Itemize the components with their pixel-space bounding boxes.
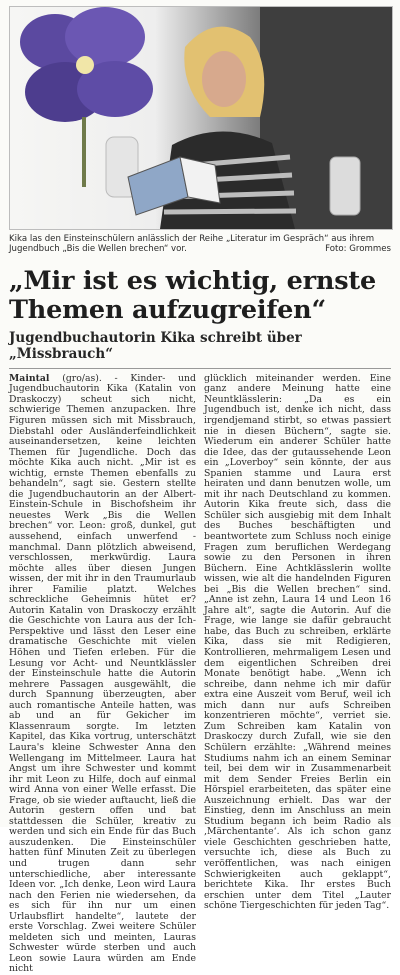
article-column-left — [9, 374, 196, 975]
article-column-right — [204, 374, 391, 975]
article-photo — [9, 6, 393, 230]
paragraph-left — [9, 374, 196, 975]
subheadline: Jugendbuchautorin Kika schreibt über „Missbrauch“ — [9, 329, 302, 362]
right-column-text: glücklich miteinander werden. Eine ganz andere Meinung hatte eine Neuntklässlerin: „Da es ein Jugendbuch ist, denke ich nicht, dass irgendjemand stirbt, so etwas passiert nie in diesen Büchern“, sagte sie. Wiederum ein anderer Schüler hatte die Idee, das der gutaussehende Leon ein „Loverboy“ sein könnte, der aus Spanien stamme und Laura erst heiraten und dann benutzen wolle, um mit ihr nach Deutschland zu kommen. Autorin Kika freute sich, dass die Schüler sich ausgiebig mit dem Inhalt des Buches beschäftigten und beantwortete zum Schluss noch einige Fragen zum beruflichen Werdegang sowie zu den Personen in ihren Büchern. Eine Achtklässlerin wollte wissen, wie alt die handelnden Figuren bei „Bis die Wellen brechen“ sind. „Anne ist zehn, Laura 14 und Leon 16 Jahre alt“, sagte die Autorin. Auf die Frage, wie lange sie dafür gebraucht habe, das Buch zu schreiben, erklärte Kika, dass sie mit Redigieren, Kontrollieren, mehrmaligem Lesen und dem eigentlichen Schreiben drei Monate benötigt habe. „Wenn ich schreibe, dann nehme ich mir dafür extra eine Auszeit vom Beruf, weil ich mich dann nur aufs Schreiben konzentrieren möchte“, verriet sie. Zum Schreiben kam Katalin von Draskoczy durch Zufall, wie sie den Schülern erzählte: „Während meines Studiums nahm ich an einem Seminar teil, bei dem wir in Zusammenarbeit mit dem Sender Freies Berlin ein Hörspiel erarbeiteten, das später eine Auszeichnung erhielt. Das war der Einstieg, denn im Anschluss an mein Studium begann ich beim Radio als ‚Märchentante‘. Als ich schon ganz viele Geschichten geschrieben hatte, versuchte ich, diese als Buch zu veröffentlichen, was nach einigen Schwierigkeiten auch geklappt“, berichtete Kika. Ihr erstes Buch erschien unter dem Titel „Lauter schöne Tiergeschichten für jeden Tag“. — [204, 372, 391, 912]
glass-shape — [330, 157, 360, 215]
left-column-text: (gro/as). - Kinder- und Jugendbuchautorin Kika (Katalin von Draskoczy) scheut sich nicht, schwierige Themen anzupacken. Ihre Figuren müssen sich mit Missbrauch, Diebstahl oder Ausländerfeindlichkeit auseinandersetzen, keine leichten Themen für Jugendliche. Doch das möchte Kika auch nicht. „Mir ist es wichtig, ernste Themen ebenfalls zu behandeln“, sagt sie. Gestern stellte die Jugendbuchautorin an der Albert-Einstein-Schule in Bischofsheim ihr neuestes Werk „Bis die Wellen brechen“ vor. Leon: groß, dunkel, gut aussehend, einfach unwerfend - manchmal. Dann plötzlich abweisend, verschlossen, merkwürdig. Laura möchte alles über diesen Jungen wissen, der mit ihr in den Traumurlaub ihrer Familie platzt. Welches schreckliche Geheimnis hütet er? Autorin Katalin von Draskoczy erzählt die Geschichte von Laura aus der Ich-Perspektive und lässt den Leser eine dramatische Geschichte mit vielen Höhen und Tiefen erleben. Für die Lesung vor Acht- und Neuntklässler der Einsteinschule hatte die Autorin mehrere Passagen ausgewählt, die durch Spannung überzeugten, aber auch romantische Anteile hatten, was ab und an für Gekicher im Klassenraum sorgte. Im letzten Kapitel, das Kika vortrug, unterschätzt Laura's kleine Schwester Anna den Wellengang im Mittelmeer. Laura hat Angst um ihre Schwester und kommt ihr mit Leon zu Hilfe, doch auf einmal wird Anna von einer Welle erfasst. Die Frage, ob sie wieder auftaucht, ließ die Autorin gestern offen und bat stattdessen die Schüler, kreativ zu werden und sich ein Ende für das Buch auszudenken. Die Einsteinschüler hatten fünf Minuten Zeit zu überlegen und trugen dann sehr unterschiedliche, aber interessante Ideen vor. „Ich denke, Leon wird Laura nach den Ferien nie wiedersehen, da es sich für ihn nur um einen Urlaubsflirt handelte“, lautete der erste Vorschlag. Zwei weitere Schüler meldeten sich und meinten, Lauras Schwester würde sterben und auch Leon sowie Laura würden am Ende nicht — [9, 372, 196, 975]
dateline: Maintal — [9, 372, 50, 384]
article-body — [9, 374, 391, 975]
photo-illustration — [10, 7, 392, 229]
divider — [9, 368, 391, 369]
photo-caption — [9, 234, 391, 255]
caption-text: Kika las den Einsteinschülern anlässlich der Reihe „Literatur im Gespräch“ aus ihrem Jugendbuch „Bis die Wellen brechen“ vor. — [9, 234, 375, 255]
photo-credit: Foto: Grommes — [325, 244, 391, 255]
headline: „Mir ist es wichtig, ernste Themen aufzugreifen“ — [9, 265, 376, 325]
